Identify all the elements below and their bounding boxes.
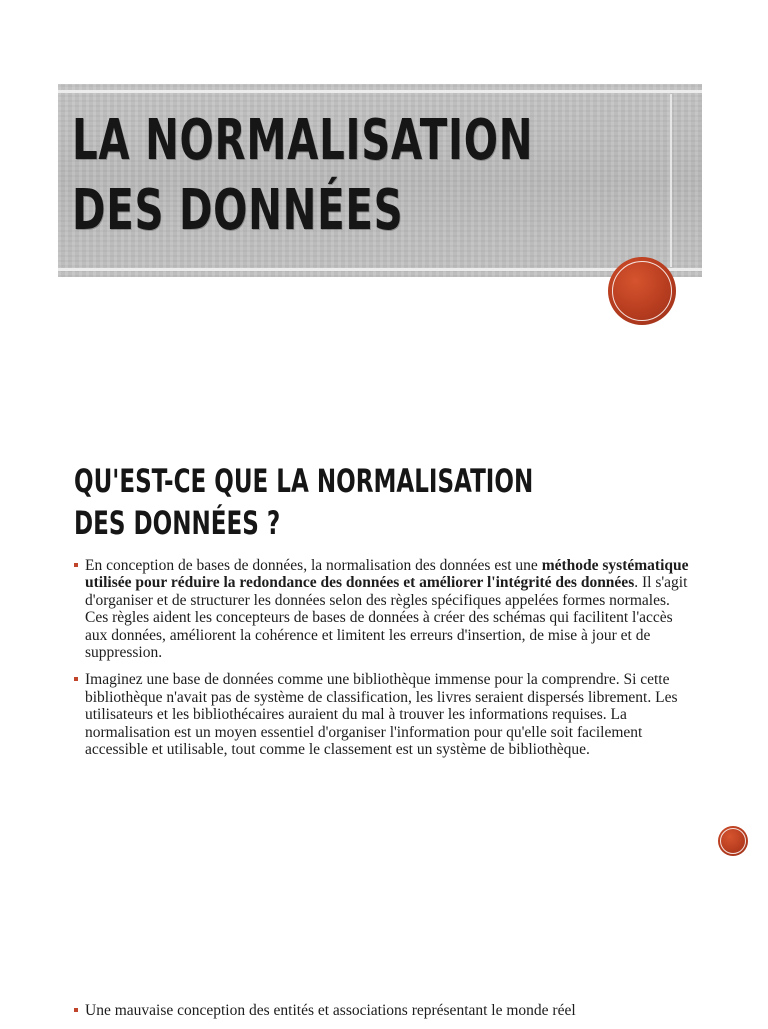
bullet-list	[74, 557, 694, 768]
banner-bottom-rule	[58, 268, 702, 271]
banner-divider	[670, 94, 672, 267]
square-bullet-icon	[74, 1008, 78, 1012]
red-circle-ornament-icon	[608, 257, 676, 325]
bullet-text-normal: . Il s'agit d'organiser et de structurer les données selon des règles spécifiques appelées formes normales. Ces règles aident les concepteurs de bases de données à créer des schémas qui facilitent l'accès aux données, améliorent la cohérence et limitent les erreurs d'insertion, de mise à jour et de suppression.	[85, 574, 688, 662]
red-circle-ornament-icon	[718, 826, 748, 856]
slide-title-line-2: DES DONNÉES	[72, 178, 404, 243]
square-bullet-icon	[74, 563, 78, 567]
section-heading-line-2: DES DONNÉES ?	[74, 504, 281, 542]
slide-title-line-1: LA NORMALISATION	[72, 108, 534, 173]
section-heading-line-1: QU'EST-CE QUE LA NORMALISATION	[74, 462, 534, 500]
bullet-text: Une mauvaise conception des entités et associations représentant le monde réel	[85, 1002, 576, 1019]
list-item	[74, 671, 694, 758]
square-bullet-icon	[74, 677, 78, 681]
slide-title	[72, 106, 533, 246]
section-heading	[74, 460, 621, 544]
list-item	[74, 557, 694, 661]
bullet-text: Imaginez une base de données comme une bibliothèque immense pour la comprendre. Si cette bibliothèque n'avait pas de système de classification, les livres seraient dispersés librement. Les utilisateurs et les bibliothécaires auraient du mal à trouver les informations requises. La normalisation est un moyen essentiel d'organiser l'information pour qu'elle soit facilement accessible et utilisable, tout comme le classement est un système de bibliothèque.	[85, 671, 678, 759]
title-banner	[58, 84, 702, 277]
bullet-text-bold: méthode systématique utilisée pour réduire la redondance des données et améliorer l'intégrité des données	[85, 557, 689, 592]
banner-top-rule	[58, 90, 702, 93]
list-item	[74, 1002, 694, 1019]
bullet-text-normal: En conception de bases de données, la normalisation des données est une	[85, 557, 542, 574]
bullet-list	[74, 1002, 694, 1029]
bullet-text	[85, 557, 689, 661]
